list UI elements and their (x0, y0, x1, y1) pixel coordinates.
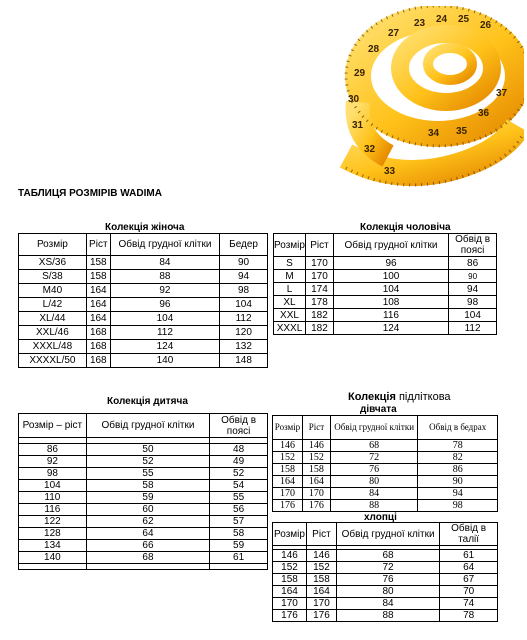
teen-boys-table (272, 522, 498, 622)
teen-girls-title: дівчата (360, 404, 397, 415)
header-cell: Ріст (86, 234, 110, 256)
tape-number: 26 (480, 20, 492, 31)
header-cell: Ріст (306, 523, 336, 546)
header-cell: Обвід грудної клітки (330, 416, 418, 440)
header-cell: Обвід в талії (440, 523, 498, 546)
tape-number: 33 (384, 166, 396, 177)
table-row: M40 164 92 98 (19, 284, 268, 298)
women-table (18, 233, 268, 368)
tape-number: 36 (478, 108, 490, 119)
table-row: 158 158 76 67 (273, 574, 498, 586)
teen-boys-title: хлопці (364, 512, 397, 523)
table-row: 170 170 84 74 (273, 598, 498, 610)
header-cell: Розмір (274, 234, 306, 257)
table-row: XXXL/48 168 124 132 (19, 340, 268, 354)
table-row: 152 152 72 82 (273, 452, 498, 464)
tape-number: 29 (354, 68, 366, 79)
table-row: S/38 158 88 94 (19, 270, 268, 284)
table-row: XL 178 108 98 (274, 296, 497, 309)
tape-number: 27 (388, 28, 400, 39)
kids-title: Колекція дитяча (107, 396, 188, 407)
header-cell: Розмір (273, 523, 307, 546)
header-cell: Обвід грудної клітки (86, 414, 209, 438)
header-cell: Розмір (19, 234, 87, 256)
table-row: 116 60 56 (19, 504, 268, 516)
table-row: 104 58 54 (19, 480, 268, 492)
tape-number: 34 (428, 128, 440, 139)
header-cell: Обвід грудної клітки (110, 234, 219, 256)
measuring-tape-image (328, 6, 524, 196)
header-cell: Ріст (302, 416, 330, 440)
table-row: XL/44 164 104 112 (19, 312, 268, 326)
header-cell: Обвід в поясі (210, 414, 268, 438)
tape-number: 23 (414, 18, 426, 29)
header-cell: Обвід в бедрах (418, 416, 498, 440)
page-title: ТАБЛИЦЯ РОЗМІРІВ WADIMA (18, 188, 162, 199)
teen-title: Колекція підліткова (348, 391, 451, 403)
table-row: S 170 96 86 (274, 257, 497, 270)
tape-number: 35 (456, 126, 468, 137)
tape-number: 32 (364, 144, 376, 155)
table-row: 86 50 48 (19, 444, 268, 456)
table-row: XXXXL/50 168 140 148 (19, 354, 268, 368)
kids-table (18, 413, 268, 570)
table-row: 98 55 52 (19, 468, 268, 480)
tape-number: 28 (368, 44, 380, 55)
table-row: XXL 182 116 104 (274, 309, 497, 322)
table-row: 128 64 58 (19, 528, 268, 540)
tape-number: 30 (348, 94, 360, 105)
tape-number: 37 (496, 88, 508, 99)
tape-number: 31 (352, 120, 364, 131)
header-cell: Обвід в поясі (449, 234, 497, 257)
table-row: XXXL 182 124 112 (274, 322, 497, 335)
table-row: 158 158 76 86 (273, 464, 498, 476)
tape-number: 25 (458, 14, 470, 25)
table-row: 122 62 57 (19, 516, 268, 528)
table-row: 146 146 68 78 (273, 440, 498, 452)
header-cell: Розмір (273, 416, 303, 440)
table-row: 176 176 88 98 (273, 500, 498, 512)
table-row: 170 170 84 94 (273, 488, 498, 500)
header-cell: Розмір – ріст (19, 414, 87, 438)
table-row: L 174 104 94 (274, 283, 497, 296)
table-row: XXL/46 168 112 120 (19, 326, 268, 340)
table-row: M 170 100 90 (274, 270, 497, 283)
header-cell: Обвід грудної клітки (333, 234, 448, 257)
table-row: 146 146 68 61 (273, 550, 498, 562)
teen-girls-table (272, 415, 498, 512)
table-row: 140 68 61 (19, 552, 268, 564)
table-row: 110 59 55 (19, 492, 268, 504)
tape-number: 24 (436, 14, 448, 25)
table-row: 164 164 80 70 (273, 586, 498, 598)
header-cell: Обвід грудної клітки (336, 523, 439, 546)
table-row: 164 164 80 90 (273, 476, 498, 488)
women-title: Колекція жіноча (105, 222, 185, 233)
table-row: 92 52 49 (19, 456, 268, 468)
men-table (273, 233, 497, 335)
table-row: 152 152 72 64 (273, 562, 498, 574)
table-row: 176 176 88 78 (273, 610, 498, 622)
header-cell: Бедер (220, 234, 268, 256)
men-title: Колекція чоловіча (360, 222, 451, 233)
table-row: 134 66 59 (19, 540, 268, 552)
table-row: L/42 164 96 104 (19, 298, 268, 312)
header-cell: Ріст (305, 234, 333, 257)
table-row: XS/36 158 84 90 (19, 256, 268, 270)
